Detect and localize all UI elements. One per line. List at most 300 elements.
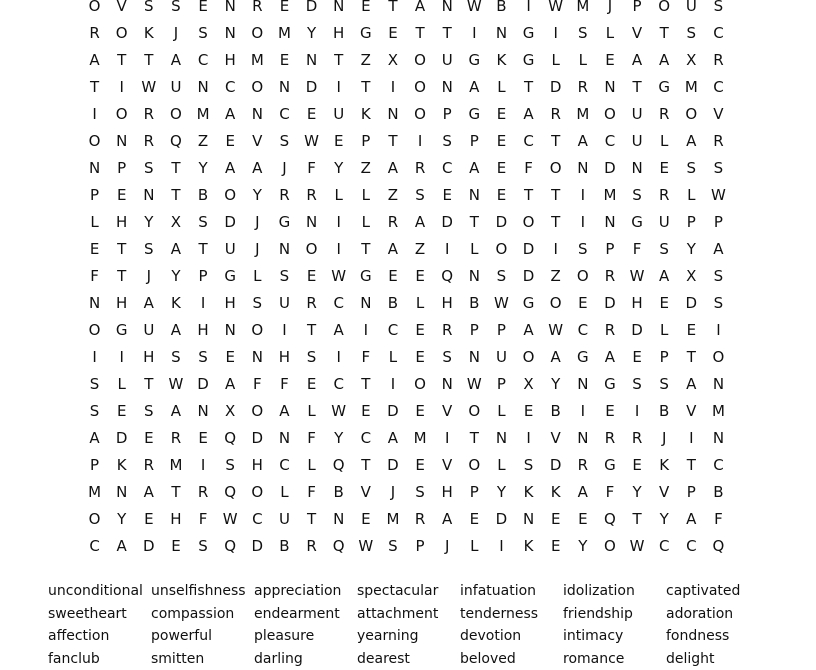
grid-letter: W — [705, 182, 732, 209]
grid-letter: A — [379, 425, 406, 452]
grid-letter: K — [488, 47, 515, 74]
grid-letter: H — [271, 344, 298, 371]
grid-letter: E — [569, 506, 596, 533]
grid-letter: E — [407, 263, 434, 290]
grid-letter: E — [271, 0, 298, 20]
grid-letter: O — [651, 0, 678, 20]
grid-letter: S — [407, 182, 434, 209]
grid-letter: N — [434, 0, 461, 20]
grid-letter: O — [515, 344, 542, 371]
grid-letter: D — [244, 425, 271, 452]
grid-letter: V — [624, 20, 651, 47]
grid-letter: U — [325, 101, 352, 128]
grid-letter: L — [651, 317, 678, 344]
grid-letter: O — [407, 101, 434, 128]
grid-letter: U — [651, 209, 678, 236]
grid-letter: T — [162, 155, 189, 182]
grid-letter: W — [542, 317, 569, 344]
grid-letter: E — [217, 344, 244, 371]
grid-letter: T — [624, 74, 651, 101]
grid-letter: O — [596, 533, 623, 560]
grid-letter: Q — [434, 263, 461, 290]
grid-row — [81, 128, 732, 155]
grid-letter: T — [678, 452, 705, 479]
grid-letter: H — [108, 209, 135, 236]
grid-row — [81, 0, 732, 20]
grid-letter: S — [624, 182, 651, 209]
grid-row — [81, 317, 732, 344]
grid-letter: L — [325, 182, 352, 209]
grid-letter: W — [461, 371, 488, 398]
grid-letter: A — [81, 425, 108, 452]
grid-letter: G — [461, 101, 488, 128]
grid-letter: E — [488, 101, 515, 128]
grid-letter: N — [244, 344, 271, 371]
grid-letter: Q — [596, 506, 623, 533]
grid-row — [81, 452, 732, 479]
grid-letter: I — [271, 317, 298, 344]
grid-letter: S — [217, 452, 244, 479]
grid-letter: W — [325, 398, 352, 425]
grid-letter: N — [434, 371, 461, 398]
grid-letter: O — [542, 290, 569, 317]
grid-letter: R — [434, 317, 461, 344]
grid-letter: O — [407, 74, 434, 101]
grid-letter: M — [162, 452, 189, 479]
word-list-item: beloved — [460, 648, 563, 670]
grid-letter: U — [162, 74, 189, 101]
grid-letter: T — [162, 479, 189, 506]
grid-letter: O — [461, 452, 488, 479]
grid-letter: D — [190, 371, 217, 398]
grid-letter: S — [651, 371, 678, 398]
grid-letter: O — [542, 155, 569, 182]
grid-letter: R — [190, 479, 217, 506]
grid-letter: S — [678, 20, 705, 47]
grid-letter: T — [542, 128, 569, 155]
grid-row — [81, 344, 732, 371]
grid-letter: U — [434, 47, 461, 74]
grid-letter: Y — [651, 506, 678, 533]
grid-letter: I — [325, 236, 352, 263]
grid-letter: N — [217, 317, 244, 344]
grid-letter: F — [596, 479, 623, 506]
grid-letter: T — [190, 236, 217, 263]
grid-letter: T — [298, 506, 325, 533]
grid-letter: C — [651, 533, 678, 560]
grid-letter: R — [407, 506, 434, 533]
grid-letter: F — [298, 425, 325, 452]
grid-row — [81, 290, 732, 317]
grid-letter: V — [434, 452, 461, 479]
grid-letter: P — [461, 479, 488, 506]
grid-row — [81, 425, 732, 452]
grid-letter: N — [298, 47, 325, 74]
grid-letter: P — [705, 209, 732, 236]
grid-letter: Y — [162, 263, 189, 290]
grid-letter: U — [271, 290, 298, 317]
grid-letter: F — [190, 506, 217, 533]
grid-letter: C — [569, 317, 596, 344]
grid-letter: L — [461, 533, 488, 560]
grid-letter: W — [488, 290, 515, 317]
grid-letter: A — [162, 398, 189, 425]
grid-letter: A — [244, 155, 271, 182]
grid-letter: J — [244, 236, 271, 263]
grid-letter: Q — [217, 425, 244, 452]
grid-letter: S — [624, 371, 651, 398]
grid-letter: C — [705, 452, 732, 479]
grid-letter: Z — [407, 236, 434, 263]
grid-letter: A — [135, 479, 162, 506]
grid-letter: Q — [325, 533, 352, 560]
grid-row — [81, 236, 732, 263]
grid-letter: N — [488, 425, 515, 452]
grid-letter: S — [407, 479, 434, 506]
grid-letter: E — [298, 263, 325, 290]
grid-letter: O — [705, 344, 732, 371]
grid-letter: N — [596, 74, 623, 101]
grid-letter: E — [542, 506, 569, 533]
grid-row — [81, 263, 732, 290]
grid-letter: P — [596, 236, 623, 263]
grid-letter: L — [488, 74, 515, 101]
grid-letter: J — [135, 263, 162, 290]
grid-letter: I — [569, 209, 596, 236]
grid-letter: O — [108, 20, 135, 47]
grid-letter: L — [271, 479, 298, 506]
grid-letter: L — [651, 128, 678, 155]
grid-letter: E — [624, 452, 651, 479]
grid-letter: S — [678, 155, 705, 182]
grid-letter: D — [135, 533, 162, 560]
word-list-item: yearning — [357, 625, 460, 648]
grid-letter: A — [569, 479, 596, 506]
grid-letter: F — [271, 371, 298, 398]
grid-letter: E — [515, 398, 542, 425]
grid-letter: C — [678, 533, 705, 560]
grid-letter: L — [407, 290, 434, 317]
grid-letter: F — [515, 155, 542, 182]
grid-letter: G — [271, 209, 298, 236]
grid-letter: O — [244, 398, 271, 425]
grid-letter: S — [135, 0, 162, 20]
grid-row — [81, 398, 732, 425]
grid-letter: R — [596, 425, 623, 452]
grid-letter: G — [569, 344, 596, 371]
grid-letter: I — [352, 317, 379, 344]
word-list-item: intimacy — [563, 625, 666, 648]
grid-letter: A — [325, 317, 352, 344]
grid-letter: T — [379, 128, 406, 155]
grid-letter: I — [434, 236, 461, 263]
grid-letter: N — [434, 74, 461, 101]
grid-letter: F — [705, 506, 732, 533]
grid-letter: O — [488, 236, 515, 263]
grid-letter: V — [352, 479, 379, 506]
grid-letter: O — [217, 182, 244, 209]
grid-row — [81, 74, 732, 101]
grid-letter: T — [407, 20, 434, 47]
grid-letter: F — [352, 344, 379, 371]
grid-letter: A — [461, 74, 488, 101]
grid-letter: K — [352, 101, 379, 128]
grid-letter: H — [624, 290, 651, 317]
grid-letter: G — [651, 74, 678, 101]
grid-letter: P — [678, 209, 705, 236]
grid-letter: A — [461, 155, 488, 182]
grid-letter: Q — [217, 479, 244, 506]
grid-letter: L — [298, 398, 325, 425]
word-list — [48, 580, 808, 670]
grid-letter: Y — [678, 236, 705, 263]
word-list-item: fondness — [666, 625, 769, 648]
word-search-grid — [81, 0, 732, 560]
grid-letter: S — [379, 533, 406, 560]
grid-row — [81, 371, 732, 398]
grid-letter: E — [379, 20, 406, 47]
word-list-item: fanclub — [48, 648, 151, 670]
grid-letter: B — [325, 479, 352, 506]
grid-letter: R — [651, 182, 678, 209]
grid-letter: D — [379, 398, 406, 425]
grid-letter: O — [678, 101, 705, 128]
grid-letter: P — [81, 452, 108, 479]
grid-letter: P — [624, 0, 651, 20]
grid-letter: N — [461, 344, 488, 371]
grid-letter: A — [407, 0, 434, 20]
grid-letter: Q — [162, 128, 189, 155]
grid-letter: S — [81, 371, 108, 398]
grid-letter: X — [515, 371, 542, 398]
grid-letter: V — [434, 398, 461, 425]
grid-letter: Z — [379, 182, 406, 209]
grid-letter: C — [434, 155, 461, 182]
grid-letter: B — [190, 182, 217, 209]
word-list-item: darling — [254, 648, 357, 670]
grid-letter: S — [271, 263, 298, 290]
grid-letter: E — [217, 128, 244, 155]
grid-letter: E — [135, 425, 162, 452]
grid-letter: P — [488, 371, 515, 398]
grid-letter: T — [515, 182, 542, 209]
grid-letter: Y — [108, 506, 135, 533]
grid-row — [81, 20, 732, 47]
grid-letter: O — [407, 47, 434, 74]
grid-letter: N — [705, 425, 732, 452]
grid-letter: T — [135, 371, 162, 398]
grid-letter: T — [352, 236, 379, 263]
grid-letter: I — [569, 182, 596, 209]
grid-letter: H — [162, 506, 189, 533]
grid-letter: E — [651, 155, 678, 182]
grid-letter: D — [515, 236, 542, 263]
grid-letter: R — [705, 47, 732, 74]
grid-letter: U — [135, 317, 162, 344]
word-list-item: endearment — [254, 603, 357, 626]
grid-letter: M — [271, 20, 298, 47]
grid-letter: W — [624, 263, 651, 290]
grid-letter: D — [244, 533, 271, 560]
grid-letter: I — [81, 344, 108, 371]
grid-letter: J — [434, 533, 461, 560]
grid-letter: A — [271, 398, 298, 425]
grid-letter: R — [244, 0, 271, 20]
grid-letter: B — [542, 398, 569, 425]
grid-letter: P — [108, 155, 135, 182]
grid-letter: Q — [325, 452, 352, 479]
grid-letter: A — [651, 47, 678, 74]
grid-letter: A — [515, 101, 542, 128]
word-list-item: friendship — [563, 603, 666, 626]
grid-letter: J — [244, 209, 271, 236]
grid-letter: N — [379, 101, 406, 128]
word-list-item: delight — [666, 648, 769, 670]
grid-letter: D — [542, 74, 569, 101]
grid-letter: N — [624, 155, 651, 182]
grid-letter: P — [488, 317, 515, 344]
grid-letter: H — [108, 290, 135, 317]
grid-letter: K — [108, 452, 135, 479]
grid-letter: Q — [217, 533, 244, 560]
grid-letter: R — [596, 263, 623, 290]
grid-letter: E — [135, 506, 162, 533]
grid-letter: F — [624, 236, 651, 263]
grid-row — [81, 506, 732, 533]
grid-letter: S — [135, 236, 162, 263]
grid-letter: S — [515, 452, 542, 479]
grid-letter: C — [705, 20, 732, 47]
grid-letter: R — [705, 128, 732, 155]
grid-letter: O — [515, 209, 542, 236]
grid-row — [81, 479, 732, 506]
grid-letter: R — [569, 452, 596, 479]
grid-letter: I — [325, 74, 352, 101]
grid-letter: I — [325, 209, 352, 236]
grid-letter: L — [108, 371, 135, 398]
grid-letter: M — [244, 47, 271, 74]
grid-letter: A — [379, 155, 406, 182]
grid-letter: S — [190, 344, 217, 371]
grid-letter: I — [81, 101, 108, 128]
grid-letter: E — [162, 533, 189, 560]
grid-letter: K — [135, 20, 162, 47]
grid-letter: T — [434, 20, 461, 47]
grid-letter: M — [596, 182, 623, 209]
grid-letter: Y — [244, 182, 271, 209]
grid-letter: S — [434, 128, 461, 155]
grid-letter: K — [162, 290, 189, 317]
grid-letter: S — [162, 0, 189, 20]
grid-letter: J — [596, 0, 623, 20]
grid-letter: P — [461, 128, 488, 155]
grid-letter: Y — [190, 155, 217, 182]
grid-letter: Q — [705, 533, 732, 560]
grid-letter: E — [108, 398, 135, 425]
word-list-item: spectacular — [357, 580, 460, 603]
grid-letter: E — [407, 317, 434, 344]
grid-letter: X — [678, 263, 705, 290]
grid-letter: E — [190, 0, 217, 20]
grid-row — [81, 155, 732, 182]
grid-row — [81, 101, 732, 128]
grid-letter: U — [678, 0, 705, 20]
grid-letter: C — [379, 317, 406, 344]
grid-letter: I — [678, 425, 705, 452]
grid-letter: R — [542, 101, 569, 128]
grid-letter: V — [542, 425, 569, 452]
grid-letter: R — [596, 317, 623, 344]
grid-letter: O — [244, 74, 271, 101]
grid-letter: S — [569, 20, 596, 47]
grid-letter: E — [596, 47, 623, 74]
grid-letter: C — [271, 452, 298, 479]
grid-letter: O — [81, 128, 108, 155]
grid-letter: T — [624, 506, 651, 533]
grid-letter: A — [162, 317, 189, 344]
grid-letter: W — [624, 533, 651, 560]
grid-letter: G — [108, 317, 135, 344]
grid-letter: P — [407, 533, 434, 560]
grid-letter: A — [135, 290, 162, 317]
grid-letter: D — [596, 155, 623, 182]
grid-letter: N — [217, 0, 244, 20]
grid-letter: T — [352, 371, 379, 398]
grid-letter: F — [298, 479, 325, 506]
grid-letter: S — [190, 209, 217, 236]
grid-letter: Y — [542, 371, 569, 398]
grid-letter: U — [624, 128, 651, 155]
grid-letter: I — [569, 398, 596, 425]
grid-letter: M — [678, 74, 705, 101]
grid-letter: A — [407, 209, 434, 236]
word-list-item: captivated — [666, 580, 769, 603]
grid-letter: Z — [542, 263, 569, 290]
grid-letter: W — [325, 263, 352, 290]
grid-letter: R — [624, 425, 651, 452]
grid-letter: A — [569, 128, 596, 155]
word-list-item: devotion — [460, 625, 563, 648]
grid-letter: L — [379, 344, 406, 371]
grid-letter: E — [407, 452, 434, 479]
grid-letter: I — [190, 290, 217, 317]
grid-letter: S — [81, 398, 108, 425]
grid-letter: N — [596, 209, 623, 236]
grid-letter: I — [542, 236, 569, 263]
word-list-item: dearest — [357, 648, 460, 670]
grid-letter: T — [352, 452, 379, 479]
grid-letter: E — [108, 182, 135, 209]
grid-letter: Y — [325, 155, 352, 182]
grid-letter: I — [515, 425, 542, 452]
grid-letter: B — [379, 290, 406, 317]
grid-letter: A — [108, 533, 135, 560]
grid-letter: N — [271, 74, 298, 101]
grid-letter: A — [678, 128, 705, 155]
grid-letter: N — [461, 263, 488, 290]
grid-letter: C — [217, 74, 244, 101]
grid-letter: F — [298, 155, 325, 182]
grid-letter: R — [81, 20, 108, 47]
grid-letter: O — [81, 317, 108, 344]
grid-letter: P — [352, 128, 379, 155]
grid-letter: T — [108, 263, 135, 290]
grid-letter: N — [81, 155, 108, 182]
grid-letter: Y — [298, 20, 325, 47]
grid-letter: S — [705, 155, 732, 182]
word-list-item: unconditional — [48, 580, 151, 603]
grid-letter: L — [244, 263, 271, 290]
